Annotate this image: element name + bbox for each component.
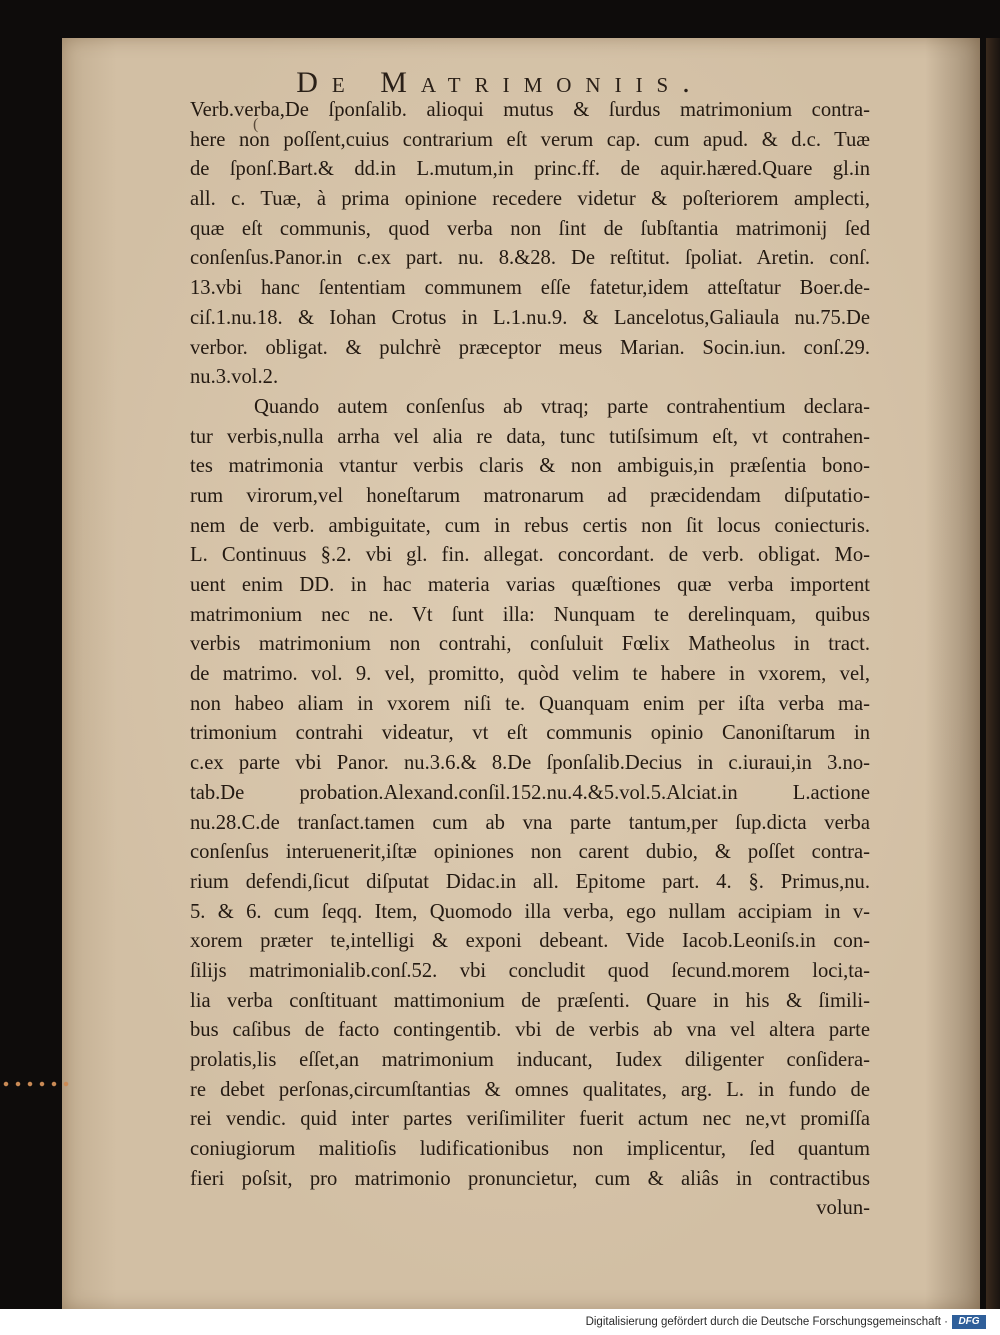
text-line: re debet perſonas,circumſtantias & omnes qualitates, arg. L. in fundo de <box>190 1078 870 1101</box>
running-header: De Matrimoniis. <box>296 66 704 99</box>
page-gutter <box>986 38 1000 1310</box>
text-line: nem de verb. ambiguitate, cum in rebus certis non ſit locus coniecturis. <box>190 514 870 537</box>
text-line: matrimonium nec ne. Vt ſunt illa: Nunquam te derelinquam, quibus <box>190 603 870 626</box>
text-line: bus caſibus de facto contingentib. vbi de verbis ab vna vel altera parte <box>190 1019 870 1042</box>
text-line: lia verba conſtituant mattimonium de præſenti. Quare in his & ſimili- <box>190 989 870 1012</box>
text-line: here non poſſent,cuius contrarium eſt verum cap. cum apud. & d.c. Tuæ <box>190 128 870 151</box>
text-line: tes matrimonia vtantur verbis claris & non ambiguis,in præſentia bono- <box>190 455 870 478</box>
text-line: quæ eſt communis, quod verba non ſint de ſubſtantia matrimonij ſed <box>190 217 870 240</box>
text-line: prolatis,lis eſſet,an matrimonium inducant, Iudex diligenter conſidera- <box>190 1049 870 1071</box>
text-line: Quando autem conſenſus ab vtraq; parte contrahentium declara- <box>254 395 870 418</box>
text-line: coniugiorum malitioſis ludificationibus non implicentur, ſed quantum <box>190 1138 870 1161</box>
text-line: conſenſus interuenerit,iſtæ opiniones non carent dubio, & poſſet contra- <box>190 841 870 864</box>
text-line: L. Continuus §.2. vbi gl. fin. allegat. concordant. de verb. obligat. Mo- <box>190 544 870 567</box>
text-line: rum virorum,vel honeſtarum matronarum ad præcidendam diſputatio- <box>190 484 870 507</box>
catchword: volun- <box>816 1197 870 1220</box>
text-line: rei vendic. quid inter partes veriſimiliter fuerit actum nec ne,vt promiſſa <box>190 1108 870 1131</box>
text-line: de ſponſ.Bart.& dd.in L.mutum,in princ.ff. de aquir.hæred.Quare gl.in <box>190 158 870 181</box>
text-line: Verb.verba,De ſponſalib. alioqui mutus & ſurdus matrimonium contra- <box>190 99 870 121</box>
text-line: nu.3.vol.2. <box>190 366 279 389</box>
text-line: 5. & 6. cum ſeqq. Item, Quomodo illa verba, ego nullam accipiam in v- <box>190 900 870 923</box>
text-line: tur verbis,nulla arrha vel alia re data, tunc tutiſsimum eſt, vt contrahen- <box>190 425 870 448</box>
text-line: tab.De probation.Alexand.conſil.152.nu.4.&5.vol.5.Alciat.in L.actione <box>190 781 870 804</box>
footer-bar <box>0 1309 1000 1335</box>
text-line: uent enim DD. in hac materia varias quæſtiones quæ verba importent <box>190 574 870 596</box>
text-line: ſilijs matrimonialib.conſ.52. vbi concludit quod ſecund.morem loci,ta- <box>190 959 870 982</box>
text-line: 13.vbi hanc ſententiam communem eſſe fatetur,idem atteſtatur Boer.de- <box>190 277 870 300</box>
text-line: trimonium contrahi videatur, vt eſt communis opinio Canoniſtarum in <box>190 722 870 745</box>
text-line: xorem præter te,intelligi & exponi debeant. Vide Iacob.Leoniſs.in con- <box>190 930 870 953</box>
scan-edge-marks <box>0 1080 72 1088</box>
text-line: nu.28.C.de tranſact.tamen cum ab vna parte tantum,per ſup.dicta verba <box>190 811 870 834</box>
text-line: fieri poſsit, pro matrimonio pronuncietur, cum & aliâs in contractibus <box>190 1167 870 1190</box>
text-line: all. c. Tuæ, à prima opinione recedere videtur & poſteriorem amplecti, <box>190 188 870 211</box>
page-marker: ( <box>253 116 259 133</box>
dfg-logo: DFG <box>952 1315 986 1329</box>
text-line: verbor. obligat. & pulchrè præceptor meus Marian. Socin.iun. conſ.29. <box>190 336 870 359</box>
text-line: c.ex parte vbi Panor. nu.3.6.& 8.De ſponſalib.Decius in c.iuraui,in 3.no- <box>190 752 870 775</box>
text-line: conſenſus.Panor.in c.ex part. nu. 8.&28. De reſtitut. ſpoliat. Aretin. conſ. <box>190 247 870 270</box>
text-line: rium defendi,ſicut diſputat Didac.in all. Epitome part. 4. §. Primus,nu. <box>190 870 870 893</box>
text-line: verbis matrimonium non contrahi, conſuluit Fœlix Matheolus in tract. <box>190 633 870 656</box>
text-line: ciſ.1.nu.18. & Iohan Crotus in L.1.nu.9. & Lancelotus,Galiaula nu.75.De <box>190 306 870 329</box>
footer-credit: Digitalisierung gefördert durch die Deutsche Forschungsgemeinschaft · <box>585 1316 948 1328</box>
text-line: non habeo aliam in vxorem niſi te. Quanquam enim per iſta verba ma- <box>190 692 870 715</box>
body-text <box>190 96 870 1224</box>
text-line: de matrimo. vol. 9. vel, promitto, quòd velim te habere in vxorem, vel, <box>190 663 870 686</box>
